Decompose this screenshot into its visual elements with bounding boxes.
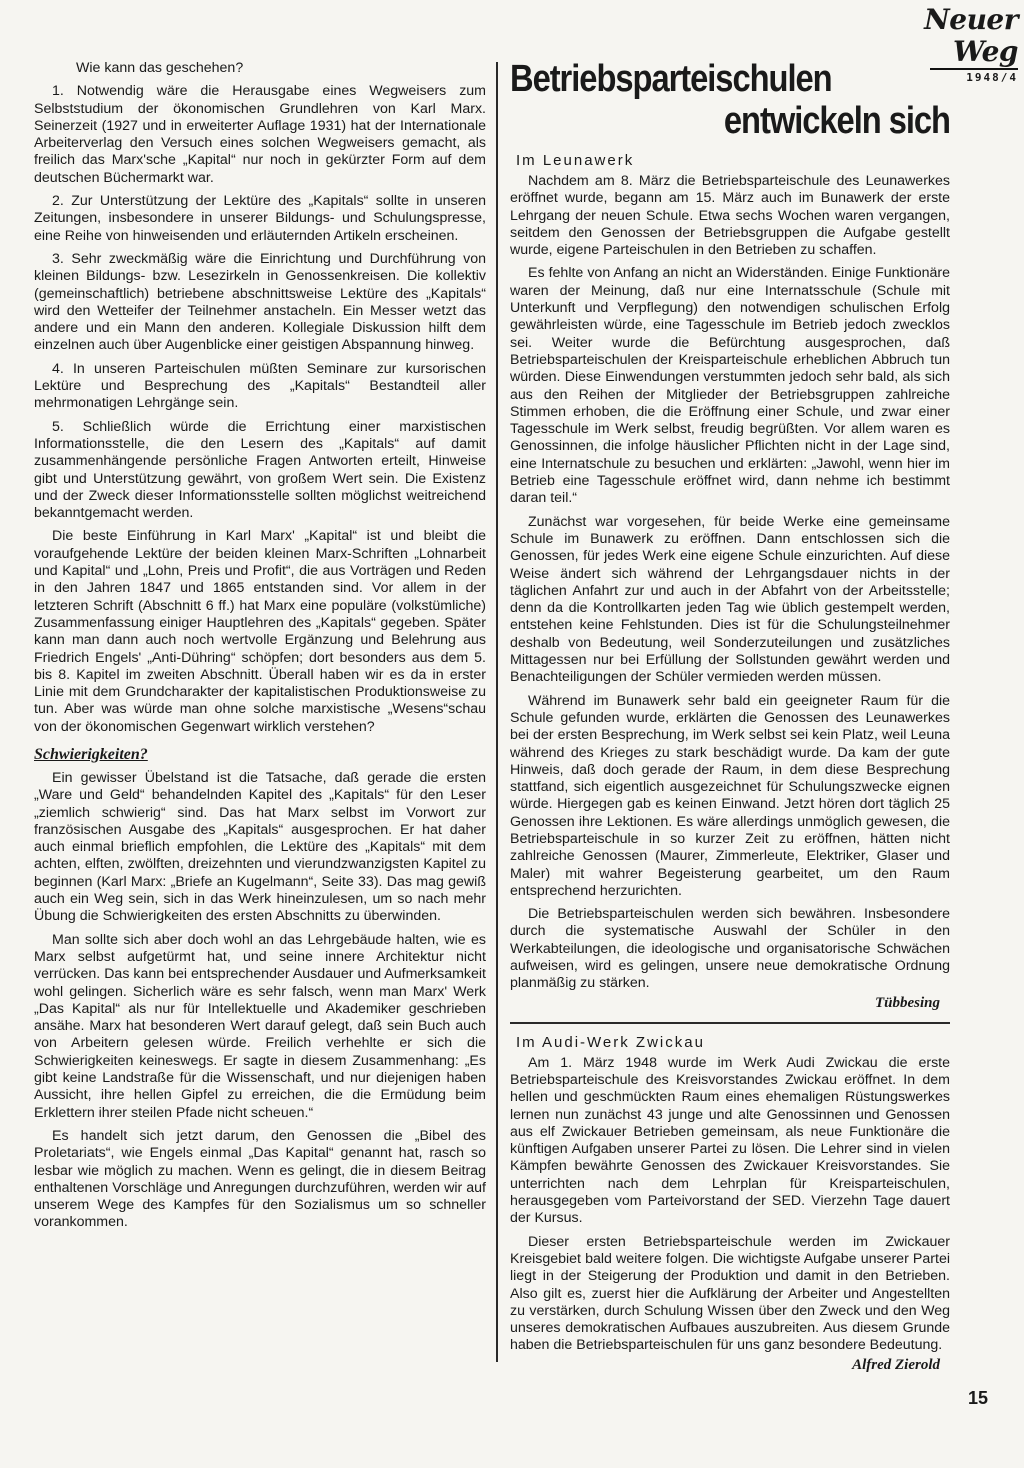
- leuna-paragraph: Es fehlte von Anfang an nicht an Widerständen. Einige Funktionäre waren der Meinung, daß nur eine Internatsschule (Schule mit Unterkunft und Verpflegung) den notwendigen schulischen Erfolg gewährleisten würde, eine Tagesschule im Betrieb jedoch zwecklos sei. Weiter wurde die Befürchtung ausgesprochen, daß Betriebsparteischulen der Kreisparteischule erheblichen Abbruch tun würden. Diese Einwendungen verstummten jedoch sehr bald, als sich aus den Reihen der Mitglieder der Betriebsgruppen zahlreiche Stimmen erhoben, die die Eröffnung einer Schule, und zwar einer Tagesschule im Werk selbst, freudig begrüßten. Vor allem waren es Genossinnen, die infolge häuslicher Pflichten nicht in der Lage sind, eine Internatschule zu besuchen und erklärten: „Jawohl, wenn hier im Betrieb eine Tagesschule eröffnet wird, dann nehme ich bestimmt daran teil.“: [510, 265, 950, 507]
- masthead-title: Neuer Weg: [924, 3, 1018, 68]
- subheading-leunawerk: Im Leunawerk: [516, 152, 635, 169]
- point-4: 4. In unseren Parteischulen müßten Seminare zur kursorischen Lektüre und Besprechung des „Kapitals“ Bestandteil aller mehrmonatigen Lehrgänge sein.: [34, 360, 486, 412]
- leuna-paragraph: Während im Bunawerk sehr bald ein geeigneter Raum für die Schule gefunden wurde, erklärten die Genossen des Leunawerkes bei der ersten Besprechung, im Werk selbst sei kein Platz, weil Leuna während des Krieges zu stark beschädigt wurde. Da kam der gute Hinweis, daß doch gerade der Raum, in dem diese Besprechung stattfand, sich eigentlich ausgezeichnet für Schulungszwecke eignen würde. Hiergegen gab es keinen Einwand. Jetzt hören dort täglich 25 Genossen ihre Lektionen. Es wäre allerdings unmöglich gewesen, die Betriebsparteischule in so kurzer Zeit zu eröffnen, hätten nicht zahlreiche Genossen (Maurer, Zimmerleute, Elektriker, Glaser und Maler) mit wahrer Begeisterung gearbeitet, um den Raum entsprechend herzurichten.: [510, 692, 950, 899]
- paragraph-einfuehrung: Die beste Einführung in Karl Marx' „Kapital“ ist und bleibt die voraufgehende Lektüre der beiden kleinen Marx-Schriften „Lohnarbeit und Kapital“ und „Lohn, Preis und Profit“, die aus Vorträgen und Reden in den Jahren 1847 und 1865 entstanden sind. Vor allem in der letzteren Schrift (Abschnitt 6 ff.) hat Marx eine populäre (volkstümliche) Zusammenfassung einiger Hauptlehren des „Kapitals“ gegeben. Später kann man dann auch noch wertvolle Ergänzung und Belehrung aus Friedrich Engels' „Anti-Dühring“ schöpfen; dort besonders aus dem 5. bis 8. Kapitel im zweiten Abschnitt. Überall haben wir es da in erster Linie mit dem Grundcharakter der kapitalistischen Produktionsweise zu tun. Aber was würde man ohne solche marxistische „Wesens“schau von der ökonomischen Gegenwart wirklich verstehen?: [34, 528, 486, 735]
- author-signature: Alfred Zierold: [852, 1356, 940, 1373]
- point-2: 2. Zur Unterstützung der Lektüre des „Kapitals“ sollte in unseren Zeitungen, insbesondere in unserer Bildungs- und Schulungspresse, eine Reihe von hinweisenden und erläuternden Artikeln erscheinen.: [34, 193, 486, 244]
- leuna-paragraph: Nachdem am 8. März die Betriebsparteischule des Leunawerkes eröffnet wurde, begann am 15. März auch im Bunawerk der erste Lehrgang der neuen Schule. Etwa sechs Wochen waren vergangen, seitdem den Genossen der Betriebsgruppen die Aufgabe gestellt wurde, eigene Parteischulen in den Betrieben zu schaffen.: [510, 173, 950, 259]
- issue-number: 1948/4: [930, 68, 1018, 84]
- paragraph-lehrgebaeude: Man sollte sich aber doch wohl an das Lehrgebäude halten, wie es Marx selbst aufgetürmt hat, und seine innere Architektur nicht verrücken. Das kann bei entsprechender Ausdauer und Aufmerksamkeit wohl gelingen. Sicherlich wäre es sehr falsch, wenn man Marx' Werk „Das Kapital“ als nur für Intellektuelle und Akademiker geschrieben ansähe. Marx hat besonderen Wert darauf gelegt, daß sein Buch auch von Arbeitern gelesen würde. Freilich verhehlte er sich die Schwierigkeiten keineswegs. Er sagte in diesem Zusammenhang: „Es gibt keine Landstraße für die Wissenschaft, und nur diejenigen haben Aussicht, ihre hellen Gipfel zu erreichen, die die Ermüdung beim Erklettern ihrer steilen Pfade nicht scheuen.“: [34, 931, 486, 1121]
- point-5: 5. Schließlich würde die Errichtung einer marxistischen Informationsstelle, die den Lesern des „Kapitals“ auf damit zusammenhängende persönliche Fragen Antworten erteilt, Hinweise gibt und Unterstützung gewährt, von großem Wert sein. Die Existenz und der Zweck dieser Informationsstelle sollten möglichst weitreichend bekanntgemacht werden.: [34, 418, 486, 522]
- page-number: 15: [967, 1388, 988, 1408]
- point-1: 1. Notwendig wäre die Herausgabe eines Wegweisers zum Selbststudium der ökonomischen Grundlehren von Karl Marx. Seinerzeit (1927 und in erweiterter Auflage 1931) hat der Internationale Arbeiterverlag den Versuch eines solchen Wegweisers gemacht, als freilich das Marx'sche „Kapital“ nur noch in gekürzter Form auf dem deutschen Büchermarkt war.: [34, 83, 486, 186]
- author-signature: Tübbesing: [874, 994, 940, 1011]
- paragraph-bibel: Es handelt sich jetzt darum, den Genossen die „Bibel des Proletariats“, wie Engels einmal „Das Kapital“ genannt hat, rasch so lesbar wie möglich zu machen. Wenn es gelingt, die in diesem Beitrag enthaltenen Vorschläge und Anregungen durchzuführen, werden wir auf unserem Wege des Kampfes für den Sozialismus um so schneller vorankommen.: [34, 1127, 486, 1231]
- leuna-paragraph: Die Betriebsparteischulen werden sich bewähren. Insbesondere durch die systematische Auswahl der Schüler in den Werkabteilungen, die ideologische und organisatorische Schwächen aufweisen, wird es gelingen, unsere neue demokratische Ordnung planmäßig zu stärken.: [510, 906, 950, 992]
- left-column: [34, 60, 486, 1238]
- audi-paragraph: Dieser ersten Betriebsparteischule werden im Zwickauer Kreisgebiet bald weitere folgen. Die wichtigste Aufgabe unserer Partei liegt in der Steigerung der Produktion und damit in den Betrieben. Also gilt es, zuerst hier die Aufklärung der Arbeiter und Angestellten zu verstärken, durch Schulung Wissen über den Zweck und den Weg unseres demokratischen Aufbaues auszubreiten. Aus diesem Grunde haben die Betriebsparteischulen für uns ganz besondere Bedeutung.: [510, 1233, 950, 1354]
- column-divider: [496, 62, 498, 1362]
- intro-question: Wie kann das geschehen?: [76, 60, 244, 76]
- headline-line-1: Betriebsparteischulen: [510, 58, 832, 100]
- audi-paragraph: Am 1. März 1948 wurde im Werk Audi Zwickau die erste Betriebsparteischule des Kreisvorstandes Zwickau eröffnet. In dem hellen und geschmückten Raum eines ehemaligen Rüstungswerkes lernen nun zunächst 43 junge und alte Genossinnen und Genossen aus elf Zwickauer Betrieben gemeinsam, als neue Funktionäre die künftigen Aufgaben unserer Partei zu lösen. Die Lehrer sind in vielen Kämpfen bewährte Genossen des Zwickauer Kreisvorstandes. Sie unterrichten nach dem Lehrplan für Kreisparteischulen, herausgegeben vom Parteivorstand der SED. Vierzehn Tage dauert der Kursus.: [510, 1054, 950, 1227]
- point-3: 3. Sehr zweckmäßig wäre die Einrichtung und Durchführung von kleinen Bildungs- bzw. Lesezirkeln in Genossenkreisen. Die kollektiv (gemeinschaftlich) betriebene abschnittsweise Lektüre des „Kapitals“ wird den Wetteifer der Teilnehmer anstacheln. Ein Messer wetzt das andere und ein Mann den anderen. Kollegiale Diskussion hilft dem einzelnen auch über Augenblicke einer geistigen Abspannung hinweg.: [34, 250, 486, 354]
- section-heading-schwierigkeiten: Schwierigkeiten?: [34, 745, 148, 763]
- section-rule: [510, 1022, 950, 1024]
- paragraph-uebelstand: Ein gewisser Übelstand ist die Tatsache, daß gerade die ersten „Ware und Geld“ behandelnden Kapitel des „Kapitals“ für den Leser „ziemlich schwierig“ sind. Das hat Marx selbst im Vorwort zur französischen Ausgabe des „Kapitals“ ausgesprochen. Er hat daher auch einmal brieflich empfohlen, die Lektüre des „Kapitals“ mit dem achten, elften, zwölften, dreizehnten und vierundzwanzigsten Kapitel zu beginnen (Karl Marx: „Briefe an Kugelmann“, Seite 33). Das mag gewiß auch ein Weg sein, sich in das Werk hineinzulesen, um so nach mehr Übung die Schwierigkeiten des ersten Abschnitts zu überwinden.: [34, 769, 486, 925]
- subheading-audi-werk: Im Audi-Werk Zwickau: [516, 1033, 705, 1051]
- right-column: [510, 58, 950, 1384]
- headline-line-2: entwickeln sich: [723, 100, 950, 142]
- leuna-paragraph: Zunächst war vorgesehen, für beide Werke eine gemeinsame Schule im Bunawerk zu eröffnen. Dann entschlossen sich die Genossen, für jedes Werk eine eigene Schule einzurichten. Auf diese Weise ändert sich während der Lehrgangsdauer nichts in der täglichen Anfahrt zur und auch in der Abfahrt von der Arbeitsstelle; denn da die Kontrollkarten jeden Tag wie üblich gestempelt werden, entstehen keine Fehlstunden. Dies ist für die Schulungsteilnehmer deshalb von Bedeutung, weil Sonderzuteilungen und zusätzliches Mittagessen nur bei Erfüllung der Sollstunden gewährt werden und Benachteiligungen der Schüler vermieden werden müssen.: [510, 513, 950, 686]
